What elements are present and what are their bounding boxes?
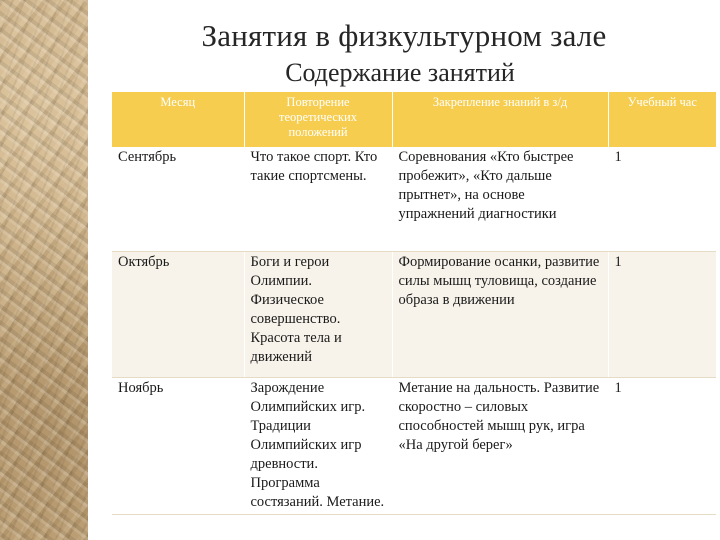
page-subtitle: Содержание занятий: [285, 58, 515, 87]
cell-skills: Метание на дальность. Развитие скоростно – силовых способностей мышц рук, игра «На другой берег»: [392, 377, 608, 514]
cell-hours: 1: [608, 251, 716, 377]
crumpled-paper-texture: [0, 0, 88, 540]
lessons-table: [112, 92, 716, 515]
cell-theory: Боги и герои Олимпии. Физическое совершенство. Красота тела и движений: [244, 251, 392, 377]
table-row: [112, 251, 716, 377]
header-hours: Учебный час: [608, 92, 716, 147]
header-skills: Закрепление знаний в з/д: [392, 92, 608, 147]
table-header-row: [112, 92, 716, 147]
cell-hours: 1: [608, 377, 716, 514]
cell-hours: 1: [608, 147, 716, 251]
page-title: Занятия в физкультурном зале: [201, 18, 607, 53]
header-theory: Повторение теоретических положений: [244, 92, 392, 147]
cell-month: Октябрь: [112, 251, 244, 377]
cell-skills: Формирование осанки, развитие силы мышц туловища, создание образа в движении: [392, 251, 608, 377]
table-row: [112, 377, 716, 514]
cell-theory: Что такое спорт. Кто такие спортсмены.: [244, 147, 392, 251]
cell-month: Ноябрь: [112, 377, 244, 514]
cell-theory: Зарождение Олимпийских игр. Традиции Олимпийских игр древности. Программа состязаний. Метание.: [244, 377, 392, 514]
table-row: [112, 147, 716, 251]
cell-skills: Соревнования «Кто быстрее пробежит», «Кто дальше прытнет», на основе упражнений диагностики: [392, 147, 608, 251]
header-month: Месяц: [112, 92, 244, 147]
cell-month: Сентябрь: [112, 147, 244, 251]
